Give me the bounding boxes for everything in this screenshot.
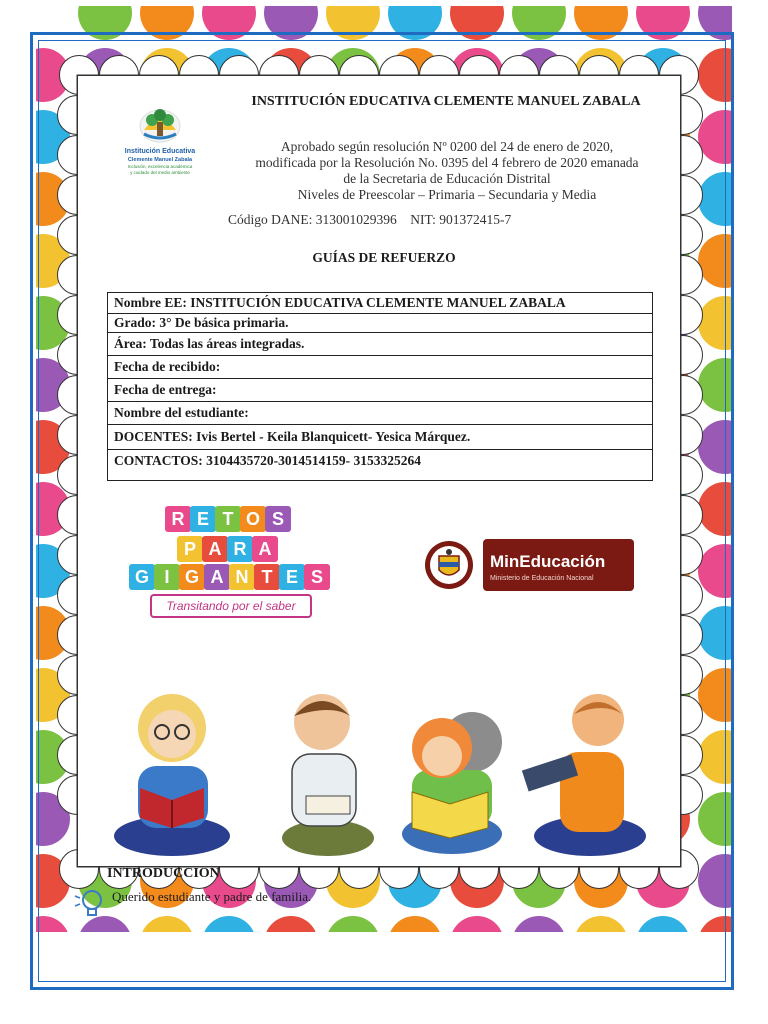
info-row-school: Nombre EE: INSTITUCIÓN EDUCATIVA CLEMENTE MANUEL ZABALA xyxy=(108,293,653,314)
retos-letter-tile: G xyxy=(129,564,155,590)
info-row-grade: Grado: 3° De básica primaria. xyxy=(108,314,653,333)
mineducacion-subtitle: Ministerio de Educación Nacional xyxy=(490,575,594,582)
retos-para-gigantes-logo xyxy=(125,504,335,620)
mineducacion-logo xyxy=(424,538,636,592)
retos-letter-tile: E xyxy=(190,506,216,532)
logo-text-3: Inclusión, excelencia académica xyxy=(127,164,193,169)
retos-letter-tile: I xyxy=(154,564,180,590)
children-reading-illustration xyxy=(100,688,660,866)
approval-line-2: modificada por la Resolución No. 0395 del 4 febrero de 2020 emanada xyxy=(255,155,639,170)
institution-title: INSTITUCIÓN EDUCATIVA CLEMENTE MANUEL ZABALA xyxy=(251,94,641,109)
retos-letter-tile: S xyxy=(304,564,330,590)
retos-letter-tile: A xyxy=(204,564,230,590)
retos-letter-tile: T xyxy=(215,506,241,532)
institution-logo xyxy=(108,104,212,184)
approval-text xyxy=(222,139,672,203)
info-row-teachers: DOCENTES: Ivis Bertel - Keila Blanquicett- Yesica Márquez. xyxy=(108,425,653,450)
retos-letter-tile: O xyxy=(240,506,266,532)
retos-letter-tile: A xyxy=(202,536,228,562)
retos-letter-tile: R xyxy=(165,506,191,532)
intro-text: Querido estudiante y padre de familia. xyxy=(112,889,312,904)
mineducacion-brand: MinEducación xyxy=(490,552,606,571)
lightbulb-icon xyxy=(72,884,106,920)
intro-heading: INTRODUCCION xyxy=(107,866,220,881)
logo-text-2: Clemente Manuel Zabala xyxy=(127,157,193,163)
retos-letter-tile: G xyxy=(179,564,205,590)
retos-letter-tile: R xyxy=(227,536,253,562)
retos-letter-tile: N xyxy=(229,564,255,590)
retos-letter-tile: E xyxy=(279,564,305,590)
retos-letter-tile: P xyxy=(177,536,203,562)
info-row-received-date: Fecha de recibido: xyxy=(108,356,653,379)
logo-text-4: y cuidado del medio ambiente xyxy=(130,170,190,175)
retos-letter-tile: A xyxy=(252,536,278,562)
boy-orange-shirt-figure xyxy=(522,694,646,856)
approval-line-3: de la Secretaria de Educación Distrital xyxy=(343,171,551,186)
codes-line: Código DANE: 313001029396 NIT: 901372415-7 xyxy=(228,212,512,227)
info-table xyxy=(107,292,653,481)
info-row-area: Área: Todas las áreas integradas. xyxy=(108,333,653,356)
info-row-delivery-date: Fecha de entrega: xyxy=(108,379,653,402)
retos-letter-tile: S xyxy=(265,506,291,532)
retos-tagline: Transitando por el saber xyxy=(150,594,312,618)
girl-orange-hair-figure xyxy=(402,712,502,854)
info-row-contacts: CONTACTOS: 3104435720-3014514159- 3153325264 xyxy=(108,450,653,481)
retos-letter-tile: T xyxy=(254,564,280,590)
girl-reading-figure xyxy=(114,694,230,856)
boy-thinking-figure xyxy=(282,694,374,856)
levels-line: Niveles de Preescolar – Primaria – Secundaria y Media xyxy=(297,187,597,202)
logo-text-1: Institución Educativa xyxy=(124,148,196,155)
document-title: GUÍAS DE REFUERZO xyxy=(312,250,456,265)
approval-line-1: Aprobado según resolución Nº 0200 del 24 de enero de 2020, xyxy=(280,139,614,154)
info-row-student-name: Nombre del estudiante: xyxy=(108,402,653,425)
